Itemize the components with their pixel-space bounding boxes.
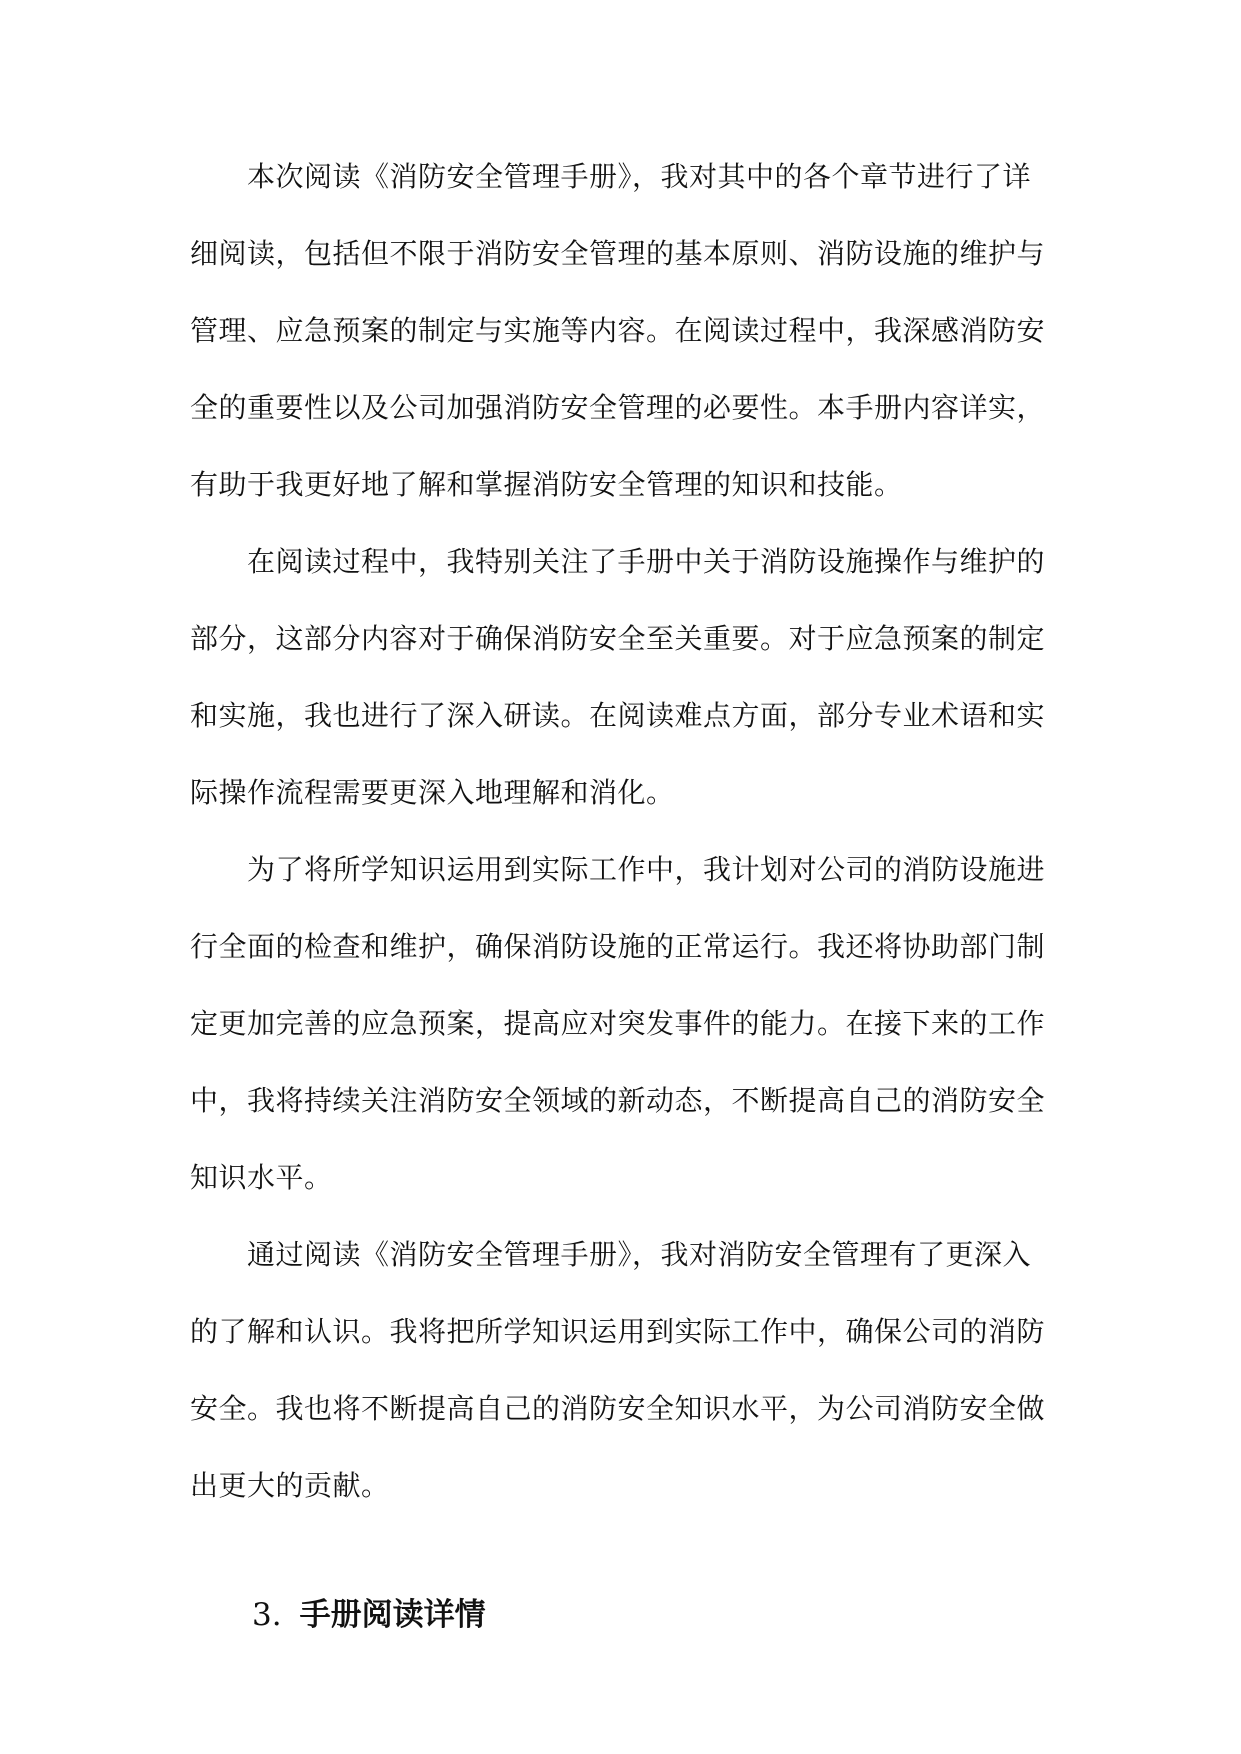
section-heading <box>252 1590 486 1640</box>
paragraph-line: 行全面的检查和维护，确保消防设施的正常运行。我还将协助部门制 <box>190 930 1046 963</box>
paragraph-4 <box>190 1216 1070 1524</box>
paragraph-line: 细阅读，包括但不限于消防安全管理的基本原则、消防设施的维护与 <box>190 237 1046 270</box>
paragraph-line: 出更大的贡献。 <box>190 1469 390 1502</box>
paragraph-line: 安全。我也将不断提高自己的消防安全知识水平，为公司消防安全做 <box>190 1392 1046 1425</box>
paragraph-2 <box>190 523 1070 831</box>
paragraph-line: 通过阅读《消防安全管理手册》，我对消防安全管理有了更深入 <box>247 1238 1032 1271</box>
paragraph-line: 中，我将持续关注消防安全领域的新动态，不断提高自己的消防安全 <box>190 1084 1046 1117</box>
paragraph-line: 有助于我更好地了解和掌握消防安全管理的知识和技能。 <box>190 468 903 501</box>
paragraph-line: 在阅读过程中，我特别关注了手册中关于消防设施操作与维护的 <box>247 545 1046 578</box>
paragraph-3 <box>190 831 1070 1216</box>
paragraph-1 <box>190 138 1070 523</box>
paragraph-line: 部分，这部分内容对于确保消防安全至关重要。对于应急预案的制定 <box>190 622 1046 655</box>
paragraph-line: 知识水平。 <box>190 1161 333 1194</box>
section-title: 手册阅读详情 <box>299 1597 486 1633</box>
paragraph-line: 本次阅读《消防安全管理手册》，我对其中的各个章节进行了详 <box>247 160 1032 193</box>
paragraph-line: 为了将所学知识运用到实际工作中，我计划对公司的消防设施进 <box>247 853 1046 886</box>
paragraph-line: 的了解和认识。我将把所学知识运用到实际工作中，确保公司的消防 <box>190 1315 1046 1348</box>
paragraph-line: 管理、应急预案的制定与实施等内容。在阅读过程中，我深感消防安 <box>190 314 1046 347</box>
paragraph-line: 定更加完善的应急预案，提高应对突发事件的能力。在接下来的工作 <box>190 1007 1046 1040</box>
paragraph-line: 际操作流程需要更深入地理解和消化。 <box>190 776 675 809</box>
body-text <box>190 138 1070 1524</box>
paragraph-line: 全的重要性以及公司加强消防安全管理的必要性。本手册内容详实， <box>190 391 1046 424</box>
section-number: 3. <box>252 1597 282 1633</box>
paragraph-line: 和实施，我也进行了深入研读。在阅读难点方面，部分专业术语和实 <box>190 699 1046 732</box>
